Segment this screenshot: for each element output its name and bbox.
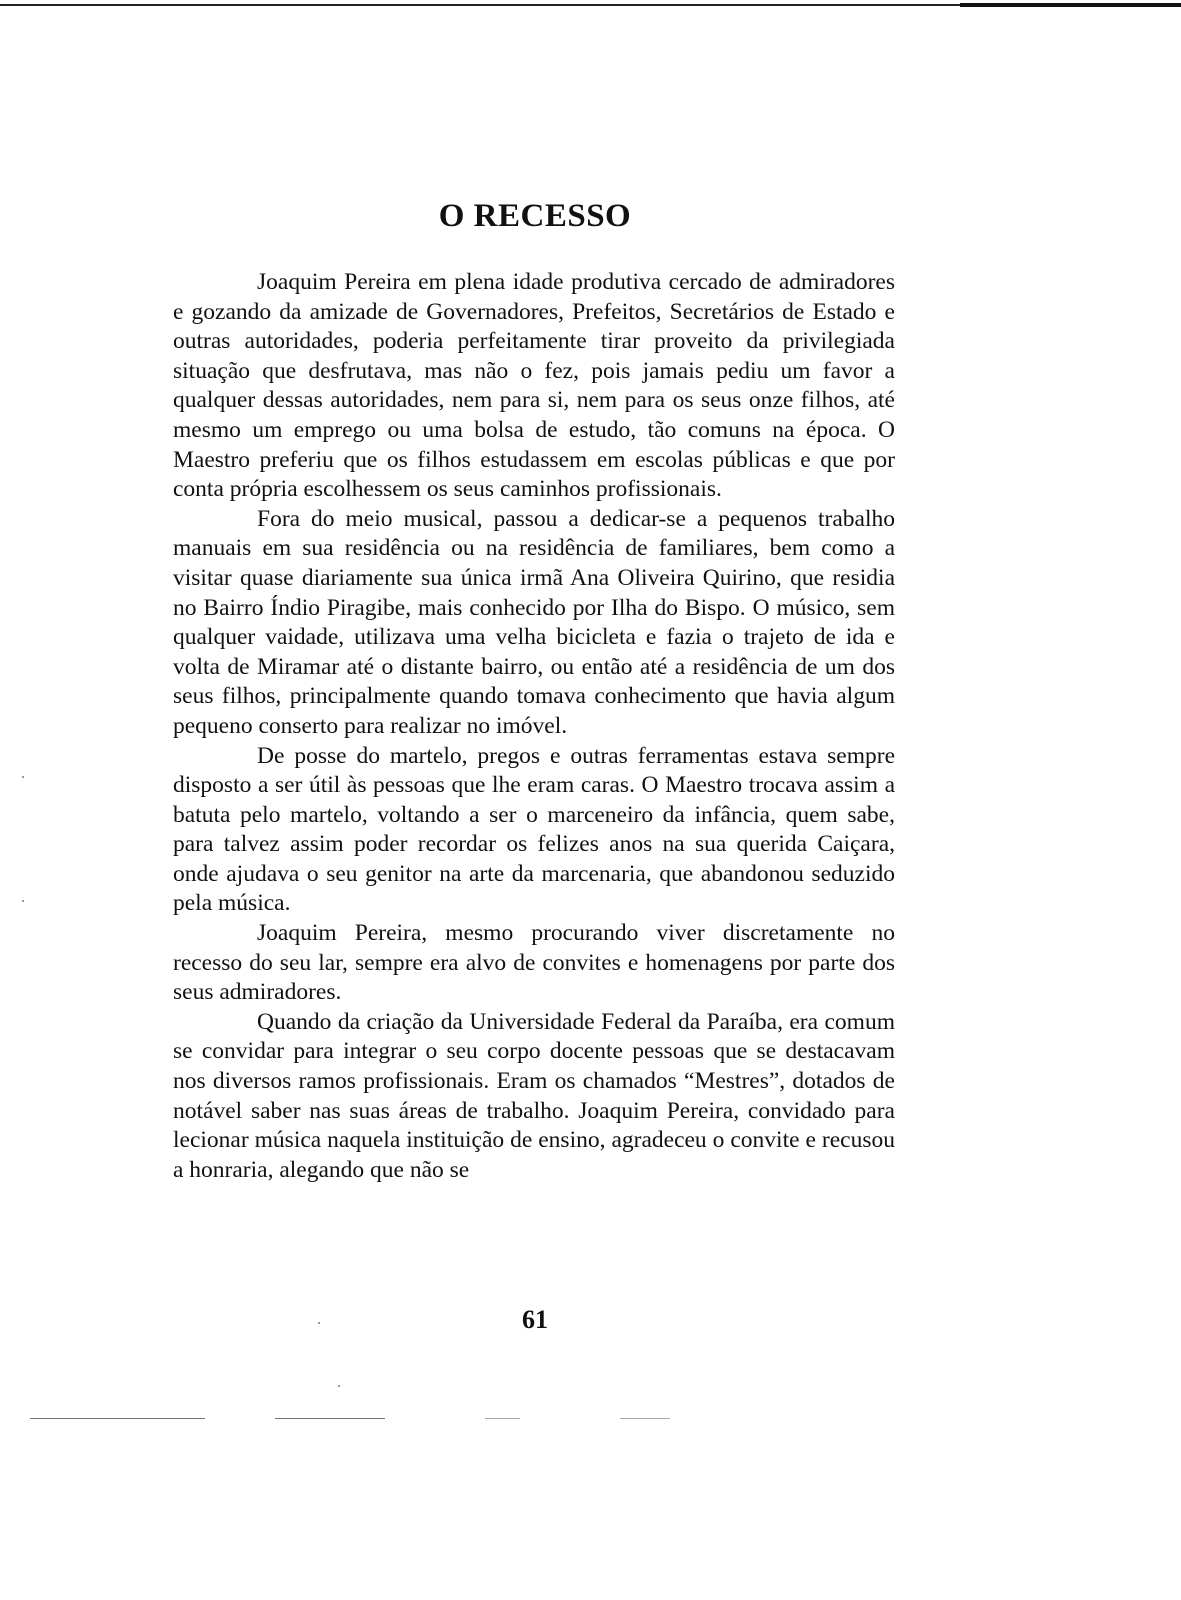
chapter-title: O RECESSO [438,198,632,234]
paragraph: Joaquim Pereira, mesmo procurando viver discretamente no recesso do seu lar, sempre era alvo de convites e homenagens por parte dos seus admiradores. [173,920,895,1006]
scan-speck [22,776,24,778]
scan-bottom-mark [485,1418,520,1419]
paragraph: De posse do martelo, pregos e outras ferramentas estava sempre disposto a ser útil às pessoas que lhe eram caras. O Maestro trocava assim a batuta pelo martelo, voltando a ser o marceneiro da infância, quem sabe, para talvez assim poder recordar os felizes anos na sua querida Caiçara, onde ajudava o seu genitor na arte da marcenaria, que abandonou seduzido pela música. [173,742,895,917]
paragraph: Fora do meio musical, passou a dedicar-se a pequenos trabalho manuais em sua residência ou na residência de familiares, bem como a visitar quase diariamente sua única irmã Ana Oliveira Quirino, que residia no Bairro Índio Piragibe, mais conhecido por Ilha do Bispo. O músico, sem qualquer vaidade, utilizava uma velha bicicleta e fazia o trajeto de ida e volta de Miramar até o distante bairro, ou então até a residência de um dos seus filhos, principalmente quando tomava conhecimento que havia algum pequeno conserto para realizar no imóvel. [173,505,895,739]
body-text [173,268,895,1185]
scan-bottom-mark [30,1418,205,1419]
scan-bottom-mark [620,1418,670,1419]
scan-speck [22,900,24,902]
scan-speck [338,1385,340,1387]
page-number: 61 [522,1305,548,1334]
scan-bottom-mark [275,1418,385,1419]
scan-speck [318,1322,320,1324]
paragraph: Quando da criação da Universidade Federal da Paraíba, era comum se convidar para integrar o seu corpo docente pessoas que se destacavam nos diversos ramos profissionais. Eram os chamados “Mestres”, dotados de notável saber nas suas áreas de trabalho. Joaquim Pereira, convidado para lecionar música naquela instituição de ensino, agradeceu o convite e recusou a honraria, alegando que não se [173,1008,895,1183]
paragraph: Joaquim Pereira em plena idade produtiva cercado de admiradores e gozando da amizade de Governadores, Prefeitos, Secretários de Estado e outras autoridades, poderia perfeitamente tirar proveito da privilegiada situação que desfrutava, mas não o fez, pois jamais pediu um favor a qualquer dessas autoridades, nem para si, nem para os seus onze filhos, até mesmo um emprego ou uma bolsa de estudo, tão comuns na época. O Maestro preferiu que os filhos estudassem em escolas públicas e que por conta própria escolhessem os seus caminhos profissionais. [173,269,895,503]
scan-top-border-dark [960,3,1181,7]
